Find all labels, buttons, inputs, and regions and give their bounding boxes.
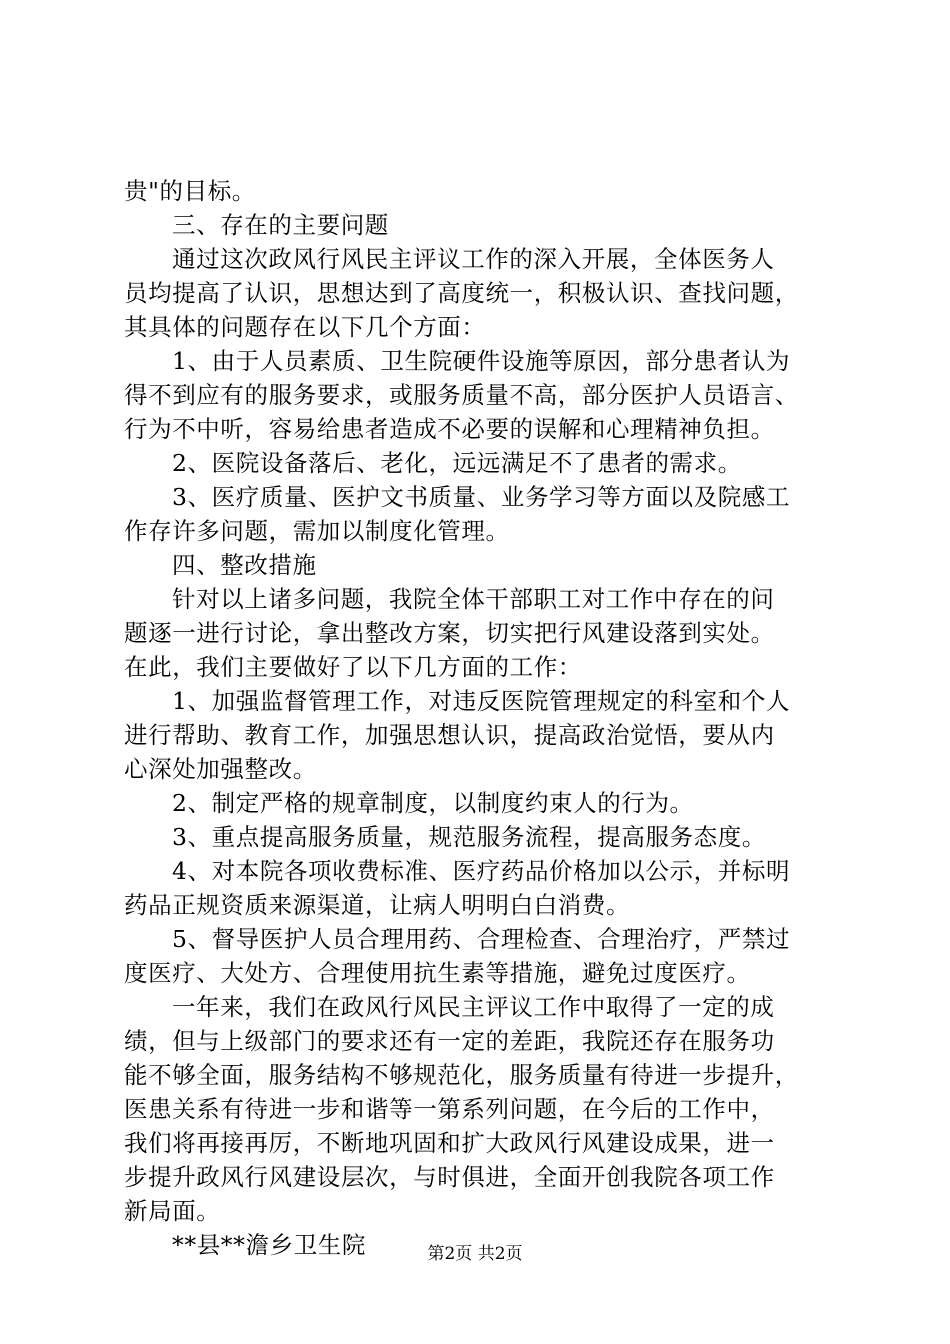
text-line: 新局面。 — [124, 1197, 221, 1225]
text-line: 我们将再接再厉，不断地巩固和扩大政风行风建设成果，进一 — [124, 1129, 775, 1157]
text-line: 一年来，我们在政风行风民主评议工作中取得了一定的成 — [172, 993, 775, 1021]
text-line: 医患关系有待进一步和谐等一第系列问题，在今后的工作中， — [124, 1095, 775, 1123]
page-footer: 第2页 共2页 — [427, 1244, 523, 1264]
text-line: 心深处加强整改。 — [124, 755, 317, 783]
text-line: 行为不中听，容易给患者造成不必要的误解和心理精神负担。 — [124, 415, 775, 443]
text-line: 步提升政风行风建设层次，与时俱进，全面开创我院各项工作 — [124, 1163, 775, 1191]
text-line: 通过这次政风行风民主评议工作的深入开展，全体医务人 — [172, 245, 775, 273]
text-line: 1、加强监督管理工作，对违反医院管理规定的科室和个人 — [172, 687, 791, 715]
text-line: 三、存在的主要问题 — [172, 211, 389, 239]
text-line: 进行帮助、教育工作，加强思想认识，提高政治觉悟，要从内 — [124, 721, 775, 749]
text-line: 3、医疗质量、医护文书质量、业务学习等方面以及院感工 — [172, 483, 791, 511]
text-line: 其具体的问题存在以下几个方面： — [124, 313, 486, 341]
text-line: **县**澹乡卫生院 — [172, 1231, 366, 1259]
text-line: 针对以上诸多问题，我院全体干部职工对工作中存在的问 — [172, 585, 775, 613]
text-line: 5、督导医护人员合理用药、合理检查、合理治疗，严禁过 — [172, 925, 791, 953]
text-line: 作存许多问题，需加以制度化管理。 — [124, 517, 510, 545]
text-line: 度医疗、大处方、合理使用抗生素等措施，避免过度医疗。 — [124, 959, 751, 987]
text-line: 2、医院设备落后、老化，远远满足不了患者的需求。 — [172, 449, 742, 477]
text-line: 员均提高了认识，思想达到了高度统一，积极认识、查找问题， — [124, 279, 799, 307]
text-line: 得不到应有的服务要求，或服务质量不高，部分医护人员语言、 — [124, 381, 799, 409]
text-line: 四、整改措施 — [172, 551, 317, 579]
text-line: 题逐一进行讨论，拿出整改方案，切实把行风建设落到实处。 — [124, 619, 775, 647]
document-body — [124, 174, 836, 1262]
text-line: 2、制定严格的规章制度，以制度约束人的行为。 — [172, 789, 694, 817]
text-line: 3、重点提高服务质量，规范服务流程，提高服务态度。 — [172, 823, 766, 851]
text-line: 在此，我们主要做好了以下几方面的工作： — [124, 653, 582, 681]
text-line: 药品正规资质来源渠道，让病人明明白白消费。 — [124, 891, 631, 919]
text-line: 4、对本院各项收费标准、医疗药品价格加以公示，并标明 — [172, 857, 791, 885]
text-line: 1、由于人员素质、卫生院硬件设施等原因，部分患者认为 — [172, 347, 791, 375]
text-line: 贵"的目标。 — [124, 177, 256, 205]
text-line: 绩，但与上级部门的要求还有一定的差距，我院还存在服务功 — [124, 1027, 775, 1055]
text-line: 能不够全面，服务结构不够规范化，服务质量有待进一步提升， — [124, 1061, 799, 1089]
